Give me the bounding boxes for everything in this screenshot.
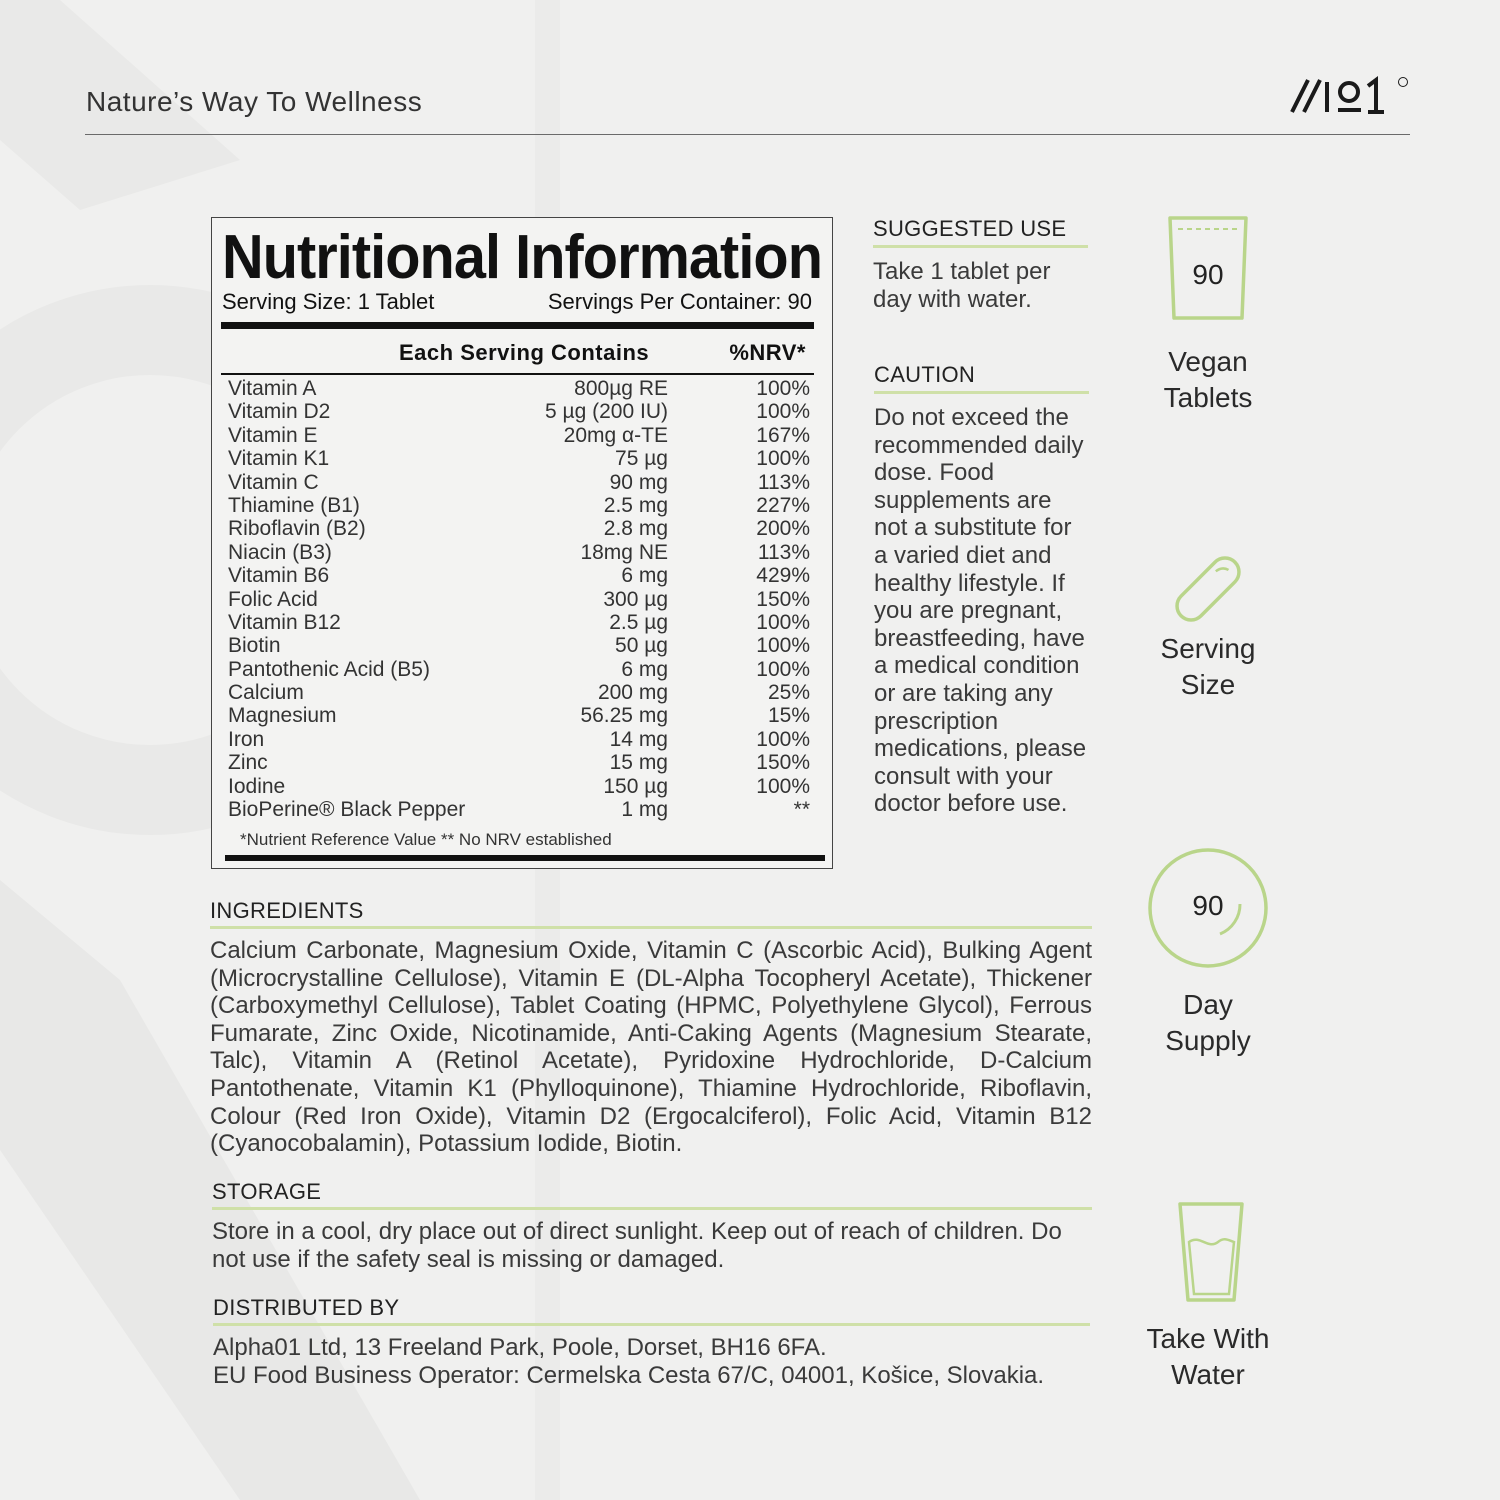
nutrient-row	[228, 494, 812, 517]
tablet-count: 90	[1192, 259, 1224, 290]
ingredients-section	[210, 898, 1092, 1158]
nutrient-name: Riboflavin (B2)	[228, 517, 366, 541]
nutrient-amount: 1 mg	[621, 798, 668, 822]
nutrient-amount: 56.25 mg	[580, 704, 668, 728]
nutrient-row	[228, 798, 812, 821]
nutrient-amount: 200 mg	[597, 681, 668, 705]
ingredients-text: Calcium Carbonate, Magnesium Oxide, Vitamin C (Ascorbic Acid), Bulking Agent (Microcrystalline Cellulose), Vitamin E (DL-Alpha Tocopheryl Acetate), Thickener (Carboxymethyl Cellulose), Tablet Coating (HPMC, Polyethylene Glycol), Ferrous Fumarate, Zinc Oxide, Nicotinamide, Anti-Caking Agents (Magnesium Stearate, Talc), Vitamin A (Retinol Acetate), Pyridoxine Hydrochloride, D-Calcium Pantothenate, Vitamin K1 (Phylloquinone), Thiamine Hydrochloride, Riboflavin, Colour (Red Iron Oxide), Vitamin D2 (Ergocalciferol), Folic Acid, Vitamin B12 (Cyanocobalamin), Potassium Iodide, Biotin.	[210, 937, 1092, 1158]
nutrient-name: Iodine	[228, 774, 286, 798]
nutrient-amount: 75 µg	[615, 447, 668, 471]
nutrient-nrv: 100%	[756, 400, 810, 424]
nutrition-title: Nutritional Information	[222, 223, 823, 292]
nutrient-nrv: 429%	[756, 564, 810, 588]
badge-label: Serving	[1160, 633, 1256, 664]
nutrient-row	[228, 658, 812, 681]
nutrient-name: Folic Acid	[228, 587, 318, 611]
eu-operator-address: EU Food Business Operator: Cermelska Cesta 67/C, 04001, Košice, Slovakia.	[213, 1361, 1045, 1389]
nutrient-nrv: 100%	[756, 447, 810, 471]
nutrient-amount: 300 µg	[603, 587, 668, 611]
header-divider	[85, 134, 1410, 135]
brand-logo	[1288, 74, 1418, 120]
nutrient-name: Biotin	[228, 634, 281, 658]
nutrient-nrv: 100%	[756, 634, 810, 658]
nutrient-name: Vitamin B6	[228, 564, 330, 588]
distributor-section	[213, 1295, 1090, 1389]
panel-bottom-bar	[225, 855, 825, 861]
nutrient-amount: 2.5 µg	[609, 610, 668, 634]
nutrient-name: Vitamin D2	[228, 400, 331, 424]
nutrient-nrv: 200%	[756, 517, 810, 541]
nutrient-row	[228, 751, 812, 774]
tagline: Nature’s Way To Wellness	[86, 86, 423, 117]
serving-size-badge	[1128, 552, 1288, 703]
nutrient-nrv: 100%	[756, 774, 810, 798]
nutrient-name: Magnesium	[228, 704, 337, 728]
caution-text: Do not exceed the recommended daily dose. Food supplements are not a substitute for a varied diet and healthy lifestyle. If you are pregnant, breastfeeding, have a medical condition or are taking any prescription medications, please consult with your doctor before use.	[874, 404, 1087, 818]
section-rule	[212, 1207, 1092, 1210]
distributor-address: Alpha01 Ltd, 13 Freeland Park, Poole, Dorset, BH16 6FA.	[213, 1334, 827, 1361]
nutrient-name: Calcium	[228, 681, 304, 705]
nutrient-amount: 14 mg	[609, 727, 668, 751]
section-rule	[210, 926, 1092, 929]
nutrient-amount: 150 µg	[603, 774, 668, 798]
capsule-icon	[1128, 552, 1288, 626]
section-title: SUGGESTED USE	[873, 216, 1067, 241]
nutrient-name: Iron	[228, 727, 265, 751]
nutrient-amount: 6 mg	[621, 657, 668, 681]
nutrient-amount: 800µg RE	[574, 377, 668, 400]
nutrient-amount: 15 mg	[609, 751, 668, 775]
nrv-header: %NRV*	[729, 340, 806, 365]
badge-label: Take With	[1146, 1323, 1270, 1354]
nutrient-row	[228, 517, 812, 540]
nutrient-row	[228, 564, 812, 587]
day-supply-badge	[1128, 846, 1288, 1059]
badge-label: Water	[1171, 1359, 1245, 1390]
nutrient-name: Vitamin K1	[228, 447, 330, 471]
section-rule	[213, 1323, 1090, 1326]
storage-section	[212, 1179, 1092, 1273]
day-count: 90	[1192, 890, 1224, 921]
nutrient-row	[228, 541, 812, 564]
nutrition-panel	[211, 217, 833, 869]
nutrient-nrv: **	[793, 798, 810, 822]
badge-label: Size	[1180, 669, 1236, 700]
nutrient-row	[228, 447, 812, 470]
section-title: INGREDIENTS	[210, 898, 364, 923]
badge-label: Supply	[1165, 1025, 1251, 1056]
nutrient-row	[228, 377, 812, 400]
nutrient-row	[228, 728, 812, 751]
section-title: CAUTION	[874, 362, 976, 387]
nutrient-row	[228, 775, 812, 798]
nutrient-amount: 6 mg	[621, 564, 668, 588]
nutrient-amount: 90 mg	[609, 470, 668, 494]
nutrient-name: Pantothenic Acid (B5)	[228, 657, 430, 681]
nutrient-name: BioPerine® Black Pepper	[228, 798, 466, 822]
nutrient-row	[228, 424, 812, 447]
nutrient-nrv: 25%	[767, 681, 810, 705]
nutrient-amount: 18mg NE	[580, 540, 668, 564]
nutrient-name: Vitamin B12	[228, 610, 341, 634]
nutrient-nrv: 100%	[756, 610, 810, 634]
header-rule	[221, 373, 814, 375]
nutrient-nrv: 150%	[756, 751, 810, 775]
nutrient-amount: 5 µg (200 IU)	[545, 400, 668, 424]
nutrient-name: Vitamin C	[228, 470, 319, 494]
nrv-footnote: *Nutrient Reference Value ** No NRV established	[240, 830, 612, 849]
section-title: STORAGE	[212, 1179, 322, 1204]
take-with-water-badge	[1128, 1200, 1288, 1393]
nutrient-nrv: 227%	[756, 493, 810, 517]
nutrient-name: Zinc	[228, 751, 268, 775]
badge-label: Tablets	[1163, 382, 1253, 413]
panel-divider	[221, 322, 814, 329]
column-header: Each Serving Contains	[399, 340, 650, 365]
section-rule	[873, 245, 1088, 248]
nutrient-row	[228, 704, 812, 727]
glass-icon	[1128, 1200, 1288, 1304]
nutrient-row	[228, 471, 812, 494]
nutrient-nrv: 150%	[756, 587, 810, 611]
nutrient-nrv: 167%	[756, 423, 810, 447]
nutrient-row	[228, 611, 812, 634]
nutrient-nrv: 100%	[756, 727, 810, 751]
serving-size: Serving Size: 1 Tablet	[222, 289, 435, 314]
section-title: DISTRIBUTED BY	[213, 1295, 400, 1320]
caution-section	[874, 362, 1089, 818]
nutrient-nrv: 113%	[757, 470, 810, 494]
nutrient-row	[228, 634, 812, 657]
nutrient-nrv: 15%	[767, 704, 810, 728]
badge-label: Vegan	[1168, 346, 1248, 377]
nutrient-nrv: 100%	[756, 377, 810, 400]
section-rule	[874, 391, 1089, 394]
suggested-use-section	[873, 216, 1088, 314]
nutrient-nrv: 100%	[756, 657, 810, 681]
nutrient-amount: 2.5 mg	[603, 493, 668, 517]
nutrient-row	[228, 681, 812, 704]
nutrient-amount: 50 µg	[615, 634, 668, 658]
badge-label: Day	[1183, 989, 1233, 1020]
nutrient-row	[228, 588, 812, 611]
nutrient-nrv: 113%	[757, 540, 810, 564]
nutrient-name: Niacin (B3)	[228, 540, 332, 564]
nutrient-rows	[228, 377, 812, 821]
nutrient-name: Vitamin A	[228, 377, 317, 400]
nutrient-amount: 20mg α-TE	[563, 423, 668, 447]
nutrient-amount: 2.8 mg	[603, 517, 668, 541]
vegan-tablets-badge	[1128, 215, 1288, 416]
storage-text: Store in a cool, dry place out of direct sunlight. Keep out of reach of children. Do not use if the safety seal is missing or damaged.	[212, 1218, 1062, 1273]
nutrient-name: Vitamin E	[228, 423, 318, 447]
servings-per-container: Servings Per Container: 90	[547, 289, 812, 314]
suggested-use-text: Take 1 tablet per day with water.	[873, 258, 1051, 313]
nutrient-name: Thiamine (B1)	[228, 493, 360, 517]
nutrient-row	[228, 400, 812, 423]
